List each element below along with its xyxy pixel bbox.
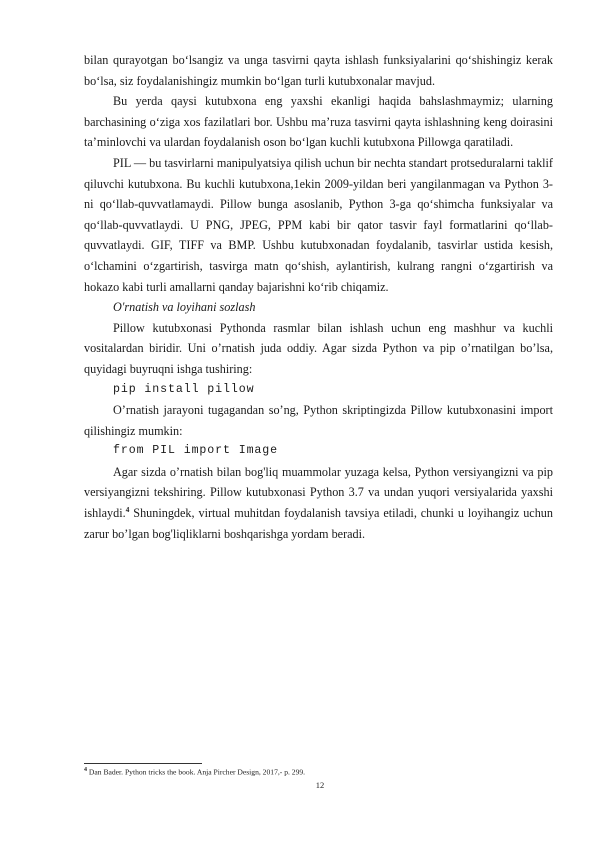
footnote-reference[interactable]: 4 <box>125 505 130 514</box>
section-heading: O'rnatish va loyihani sozlash <box>113 300 256 315</box>
paragraph-3: PIL — bu tasvirlarni manipulyatsiya qilish uchun bir nechta standart protseduralarni taklif qiluvchi kutubxona. Bu kuchli kutubxona,1ekin 2009-yildan beri yangilanmagan va Python 3-ni qo‘llab-quvvatlamaydi. Pillow bunga asoslanib, Python 3-ga qo‘shimcha funksiyalar va qo‘llab-quvvatlaydi. U PNG, JPEG, PPM kabi bir qator tasvir fayl formatlarini qo‘llab-quvvatlaydi. GIF, TIFF va BMP. Ushbu kutubxonadan foydalanib, tasvirlar ustida kesish, o‘lchamini o‘zgartirish, tasvirga matn qo‘shish, aylantirish, kulrang rangni o‘zgartirish va hokazo kabi turli amallarni qanday bajarishni ko‘rib chiqamiz. <box>84 155 553 294</box>
paragraph-6-part-b: Shuningdek, virtual muhitdan foydalanish tavsiya etiladi, chunki u loyihangiz uchun zarur bo’lgan bog'liqliklarni boshqarishga yordam beradi. <box>84 506 553 541</box>
paragraph-4: Pillow kutubxonasi Pythonda rasmlar bilan ishlash uchun eng mashhur va kuchli vositalardan biridir. Uni o’rnatish juda oddiy. Agar sizda Python va pip o’rnatilgan bo’lsa, quyidagi buyruqni ishga tushiring: <box>84 320 553 376</box>
page-number: 12 <box>315 780 325 790</box>
page-body <box>84 50 553 544</box>
paragraph-6-part-a: Agar sizda o’rnatish bilan bog'liq muammolar yuzaga kelsa, Python versiyangizni va pip versiyangizni tekshiring. Pillow kutubxonasi Python 3.7 va undan yuqori versiyalarida yaxshi ishlaydi. <box>84 464 553 521</box>
code-import: from PIL import Image <box>113 444 279 458</box>
footnote-number: 4 <box>84 767 87 773</box>
paragraph-5: O’rnatish jarayoni tugagandan so’ng, Python skriptingizda Pillow kutubxonasini import qilishingiz mumkin: <box>84 403 553 438</box>
footnote-text: Dan Bader. Python tricks the book. Anja Pircher Design, 2017,- p. 299. <box>87 767 306 777</box>
code-pip-install: pip install pillow <box>113 382 255 396</box>
paragraph-6 <box>84 462 553 544</box>
paragraph-1: bilan qurayotgan bo‘lsangiz va unga tasvirni qayta ishlash funksiyalarini qo‘shishingiz kerak bo‘lsa, siz foydalanishingiz mumkin bo‘lgan turli kutubxonalar mavjud. <box>84 53 553 88</box>
paragraph-2: Bu yerda qaysi kutubxona eng yaxshi ekanligi haqida bahslashmaymiz; ularning barchasining o‘ziga xos fazilatlari bor. Ushbu ma’ruza tasvirni qayta ishlashning keng doirasini ta’minlovchi va ulardan foydalanish oson bo‘lgan kuchli kutubxona Pillowga qaratiladi. <box>84 94 553 150</box>
footnote-divider <box>84 763 202 764</box>
footnote <box>84 765 553 778</box>
